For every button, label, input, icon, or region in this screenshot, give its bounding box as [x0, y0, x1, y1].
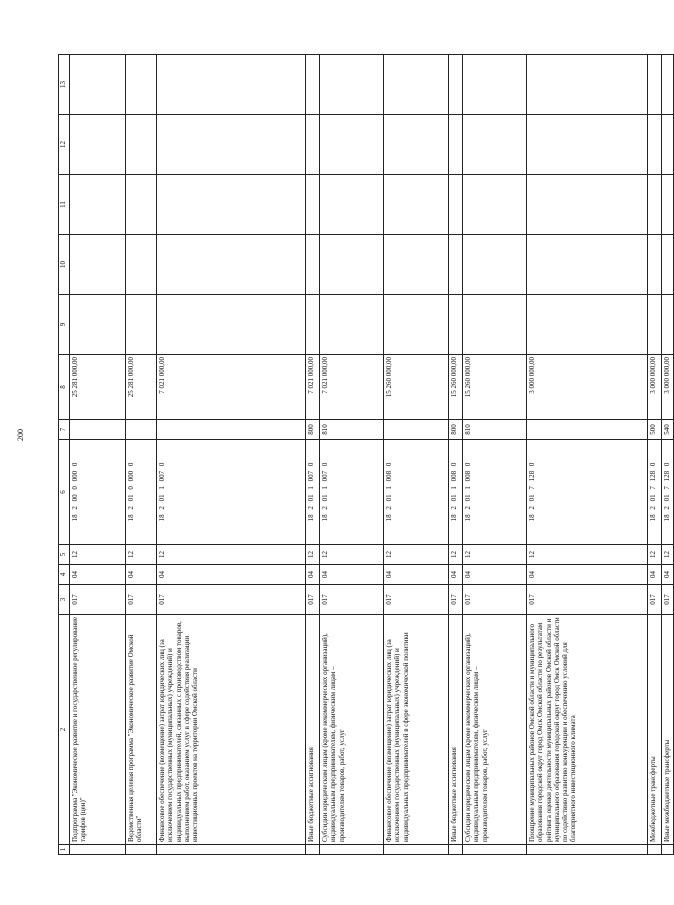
empty-cell — [70, 115, 126, 175]
index-cell — [306, 845, 320, 855]
table-row — [70, 55, 126, 855]
empty-cell — [662, 115, 674, 175]
empty-cell — [463, 55, 527, 115]
gp-code-cell: 017 — [157, 585, 306, 615]
header-row — [59, 55, 70, 855]
table-row — [527, 55, 648, 855]
header-cell: 3 — [59, 585, 70, 615]
table-body — [70, 55, 674, 855]
empty-cell — [648, 175, 662, 235]
table-row — [463, 55, 527, 855]
subsection-code-cell: 12 — [463, 545, 527, 565]
target-code-cell: 18 2 01 1 007 0 — [157, 440, 306, 545]
empty-cell — [320, 115, 384, 175]
index-cell — [662, 845, 674, 855]
expense-type-cell — [70, 420, 126, 440]
table-row — [449, 55, 463, 855]
header-cell: 1 — [59, 845, 70, 855]
row-name-cell: Иные бюджетные ассигнования — [306, 615, 320, 845]
section-code-cell: 04 — [70, 565, 126, 585]
empty-cell — [126, 55, 157, 115]
table-row — [157, 55, 306, 855]
expense-type-cell — [384, 420, 449, 440]
empty-cell — [384, 295, 449, 355]
expense-type-cell — [126, 420, 157, 440]
row-name-cell: Иные бюджетные ассигнования — [449, 615, 463, 845]
empty-cell — [527, 115, 648, 175]
expense-type-cell: 810 — [320, 420, 384, 440]
empty-cell — [306, 235, 320, 295]
empty-cell — [70, 55, 126, 115]
section-code-cell: 04 — [306, 565, 320, 585]
empty-cell — [126, 115, 157, 175]
empty-cell — [320, 175, 384, 235]
gp-code-cell: 017 — [384, 585, 449, 615]
index-cell — [70, 845, 126, 855]
empty-cell — [157, 235, 306, 295]
expense-type-cell: 810 — [463, 420, 527, 440]
gp-code-cell: 017 — [126, 585, 157, 615]
amount-cell: 3 000 000,00 — [648, 355, 662, 420]
section-code-cell: 04 — [320, 565, 384, 585]
expense-type-cell: 500 — [648, 420, 662, 440]
gp-code-cell: 017 — [463, 585, 527, 615]
subsection-code-cell: 12 — [157, 545, 306, 565]
empty-cell — [70, 295, 126, 355]
empty-cell — [527, 55, 648, 115]
budget-table — [58, 54, 674, 855]
gp-code-cell: 017 — [527, 585, 648, 615]
expense-type-cell: 800 — [449, 420, 463, 440]
amount-cell: 25 281 000,00 — [70, 355, 126, 420]
index-cell — [449, 845, 463, 855]
target-code-cell: 18 2 01 1 008 0 — [384, 440, 449, 545]
table-row — [320, 55, 384, 855]
target-code-cell: 18 2 01 0 000 0 — [126, 440, 157, 545]
row-name-cell: Финансовое обеспечение (возмещение) затрат юридических лиц (за исключением государственных (муниципальных) учреждений) и индивидуальных предпринимателей, связанных с производством товаров, выполнением работ, оказанием услуг в сфере содействия реализации инвестиционных проектов на территории Омской области — [157, 615, 306, 845]
empty-cell — [306, 175, 320, 235]
empty-cell — [648, 55, 662, 115]
target-code-cell: 18 2 01 7 128 0 — [527, 440, 648, 545]
amount-cell: 15 260 000,00 — [463, 355, 527, 420]
header-cell: 11 — [59, 175, 70, 235]
empty-cell — [157, 295, 306, 355]
header-cell: 10 — [59, 235, 70, 295]
empty-cell — [384, 115, 449, 175]
subsection-code-cell: 12 — [70, 545, 126, 565]
amount-cell: 3 000 000,00 — [662, 355, 674, 420]
table-row — [126, 55, 157, 855]
table-row — [384, 55, 449, 855]
header-cell: 4 — [59, 565, 70, 585]
expense-type-cell — [527, 420, 648, 440]
subsection-code-cell: 12 — [384, 545, 449, 565]
gp-code-cell: 017 — [320, 585, 384, 615]
table-row — [306, 55, 320, 855]
header-cell: 6 — [59, 440, 70, 545]
header-cell: 2 — [59, 615, 70, 845]
amount-cell: 25 281 000,00 — [126, 355, 157, 420]
row-name-cell: Субсидии юридическим лицам (кроме некоммерческих организаций), индивидуальным предпринимателям, физическим лицам – производителям товаров, работ, услуг — [320, 615, 384, 845]
empty-cell — [648, 235, 662, 295]
subsection-code-cell: 12 — [662, 545, 674, 565]
section-code-cell: 04 — [126, 565, 157, 585]
amount-cell: 15 260 000,00 — [384, 355, 449, 420]
subsection-code-cell: 12 — [527, 545, 648, 565]
section-code-cell: 04 — [384, 565, 449, 585]
empty-cell — [449, 235, 463, 295]
empty-cell — [463, 175, 527, 235]
expense-type-cell — [157, 420, 306, 440]
empty-cell — [463, 235, 527, 295]
amount-cell: 7 021 000,00 — [157, 355, 306, 420]
empty-cell — [126, 295, 157, 355]
empty-cell — [662, 295, 674, 355]
empty-cell — [527, 295, 648, 355]
empty-cell — [384, 175, 449, 235]
amount-cell: 15 260 000,00 — [449, 355, 463, 420]
empty-cell — [449, 115, 463, 175]
empty-cell — [320, 295, 384, 355]
header-cell: 13 — [59, 55, 70, 115]
gp-code-cell: 017 — [70, 585, 126, 615]
subsection-code-cell: 12 — [320, 545, 384, 565]
section-code-cell: 04 — [157, 565, 306, 585]
empty-cell — [648, 115, 662, 175]
empty-cell — [449, 295, 463, 355]
header-cell: 12 — [59, 115, 70, 175]
empty-cell — [126, 235, 157, 295]
index-cell — [463, 845, 527, 855]
subsection-code-cell: 12 — [126, 545, 157, 565]
empty-cell — [527, 175, 648, 235]
expense-type-cell: 800 — [306, 420, 320, 440]
header-cell: 5 — [59, 545, 70, 565]
empty-cell — [157, 55, 306, 115]
gp-code-cell: 017 — [449, 585, 463, 615]
empty-cell — [527, 235, 648, 295]
index-cell — [384, 845, 449, 855]
empty-cell — [157, 115, 306, 175]
subsection-code-cell: 12 — [449, 545, 463, 565]
target-code-cell: 18 2 00 0 000 0 — [70, 440, 126, 545]
target-code-cell: 18 2 01 1 007 0 — [320, 440, 384, 545]
empty-cell — [306, 55, 320, 115]
subsection-code-cell: 12 — [306, 545, 320, 565]
empty-cell — [662, 235, 674, 295]
empty-cell — [463, 295, 527, 355]
empty-cell — [306, 115, 320, 175]
row-name-cell: Ведомственная целевая программа "Экономическое развитие Омской области" — [126, 615, 157, 845]
section-code-cell: 04 — [463, 565, 527, 585]
gp-code-cell: 017 — [306, 585, 320, 615]
empty-cell — [463, 115, 527, 175]
row-name-cell: Поощрение муниципальных районов Омской области и муниципального образования городской округ город Омск Омской области по результатам рейтинга оценки деятельности муниципальных районов Омской области и муниципального образования городской округ город Омск Омской области по содействию развитию конкуренции и обеспечению условий для благоприятного инвестиционного климата — [527, 615, 648, 845]
index-cell — [648, 845, 662, 855]
empty-cell — [662, 175, 674, 235]
expense-type-cell: 540 — [662, 420, 674, 440]
section-code-cell: 04 — [648, 565, 662, 585]
index-cell — [157, 845, 306, 855]
gp-code-cell: 017 — [662, 585, 674, 615]
amount-cell: 7 021 000,00 — [306, 355, 320, 420]
empty-cell — [157, 175, 306, 235]
empty-cell — [449, 175, 463, 235]
section-code-cell: 04 — [662, 565, 674, 585]
table-row — [648, 55, 662, 855]
row-name-cell: Финансовое обеспечение (возмещение) затрат юридических лиц (за исключением государственных (муниципальных) учреждений) и индивидуальных предпринимателей в сфере экономической политики — [384, 615, 449, 845]
row-name-cell: Иные межбюджетные трансферты — [662, 615, 674, 845]
empty-cell — [320, 235, 384, 295]
empty-cell — [320, 55, 384, 115]
empty-cell — [384, 55, 449, 115]
empty-cell — [449, 55, 463, 115]
section-code-cell: 04 — [449, 565, 463, 585]
index-cell — [527, 845, 648, 855]
header-cell: 7 — [59, 420, 70, 440]
empty-cell — [126, 175, 157, 235]
header-cell: 9 — [59, 295, 70, 355]
gp-code-cell: 017 — [648, 585, 662, 615]
target-code-cell: 18 2 01 1 008 0 — [463, 440, 527, 545]
target-code-cell: 18 2 01 7 128 0 — [662, 440, 674, 545]
page-number: 200 — [16, 429, 25, 441]
subsection-code-cell: 12 — [648, 545, 662, 565]
target-code-cell: 18 2 01 1 008 0 — [449, 440, 463, 545]
row-name-cell: Подпрограмма "Экономическое развитие и государственное регулирование тарифов (цен)" — [70, 615, 126, 845]
empty-cell — [662, 55, 674, 115]
table-row — [662, 55, 674, 855]
empty-cell — [70, 175, 126, 235]
header-cell: 8 — [59, 355, 70, 420]
empty-cell — [70, 235, 126, 295]
index-cell — [126, 845, 157, 855]
empty-cell — [306, 295, 320, 355]
index-cell — [320, 845, 384, 855]
row-name-cell: Межбюджетные трансферты — [648, 615, 662, 845]
amount-cell: 7 021 000,00 — [320, 355, 384, 420]
empty-cell — [648, 295, 662, 355]
target-code-cell: 18 2 01 7 128 0 — [648, 440, 662, 545]
budget-table-rotated — [58, 55, 671, 855]
section-code-cell: 04 — [527, 565, 648, 585]
row-name-cell: Субсидии юридическим лицам (кроме некоммерческих организаций), индивидуальным предпринимателям, физическим лицам – производителям товаров, работ, услуг — [463, 615, 527, 845]
amount-cell: 3 000 000,00 — [527, 355, 648, 420]
target-code-cell: 18 2 01 1 007 0 — [306, 440, 320, 545]
empty-cell — [384, 235, 449, 295]
